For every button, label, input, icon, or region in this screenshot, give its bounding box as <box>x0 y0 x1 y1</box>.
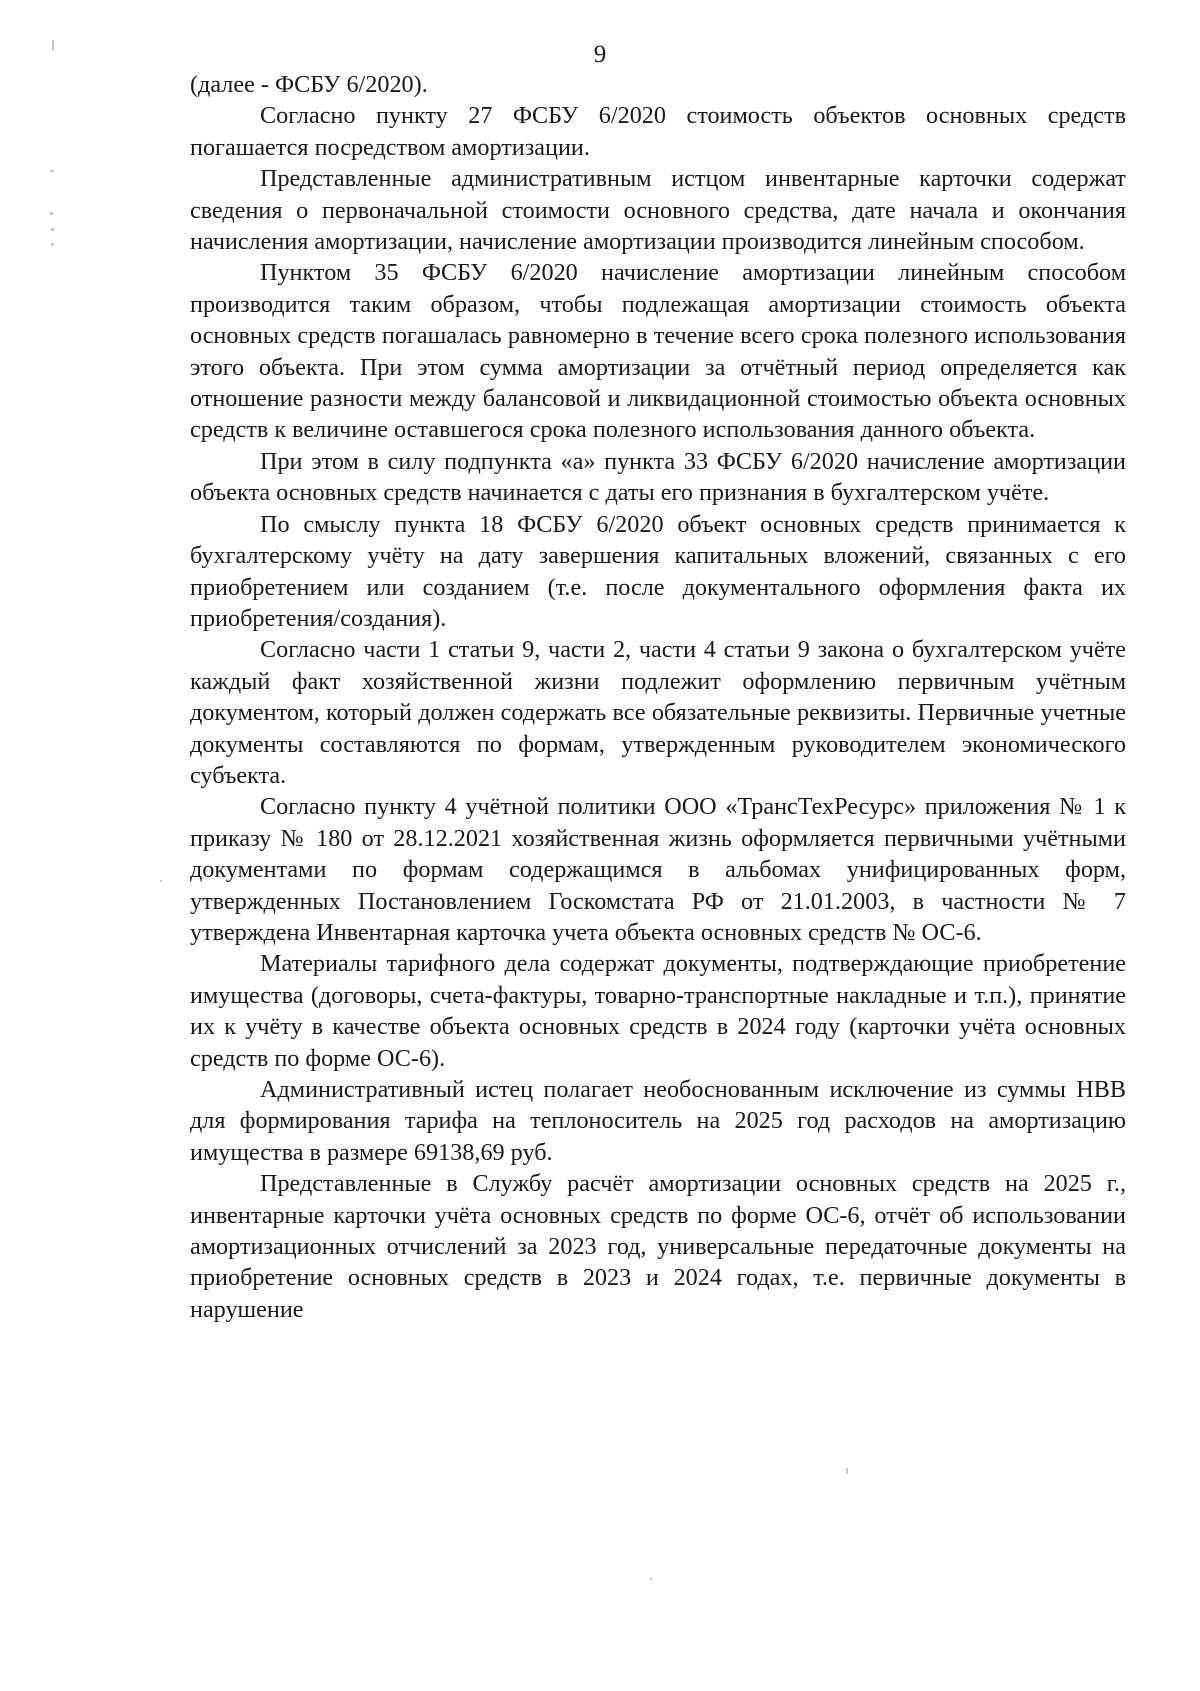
paragraph-8: Согласно пункту 4 учётной политики ООО «ТрансТехРесурс» приложения № 1 к приказу № 180 от 28.12.2021 хозяйственная жизнь оформляется первичными учётными документами по формам содержащимся в альбомах унифицированных форм, утвержденных Постановлением Госкомстата РФ от 21.01.2003, в частности № 7 утверждена Инвентарная карточка учета объекта основных средств № ОС-6. <box>190 793 1126 946</box>
page-number: 9 <box>593 41 607 68</box>
paragraph-7: Согласно части 1 статьи 9, части 2, части 4 статьи 9 закона о бухгалтерском учёте каждый факт хозяйственной жизни подлежит оформлению первичным учётным документом, который должен содержать все обязательные реквизиты. Первичные учетные документы составляются по формам, утвержденным руководителем экономического субъекта. <box>190 636 1126 789</box>
paragraph-5: При этом в силу подпункта «а» пункта 33 ФСБУ 6/2020 начисление амортизации объекта основных средств начинается с даты его признания в бухгалтерском учёте. <box>190 447 1126 507</box>
paragraph-6: По смыслу пункта 18 ФСБУ 6/2020 объект основных средств принимается к бухгалтерскому учёту на дату завершения капитальных вложений, связанных с его приобретением или созданием (т.е. после документального оформления факта их приобретения/создания). <box>190 510 1126 632</box>
paragraph-10: Административный истец полагает необоснованным исключение из суммы НВВ для формирования тарифа на теплоноситель на 2025 год расходов на амортизацию имущества в размере 69138,69 руб. <box>190 1076 1126 1166</box>
scan-speck <box>50 212 53 215</box>
paragraph-2: Согласно пункту 27 ФСБУ 6/2020 стоимость объектов основных средств погашается посредством амортизации. <box>190 102 1126 161</box>
scan-speck <box>51 228 54 231</box>
paragraph-1: (далее - ФСБУ 6/2020). <box>190 71 428 98</box>
scan-speck <box>51 243 54 246</box>
scan-speck <box>50 170 54 172</box>
paragraph-11: Представленные в Службу расчёт амортизации основных средств на 2025 г., инвентарные карточки учёта основных средств по форме ОС-6, отчёт об использовании амортизационных отчислений за 2023 год, универсальные передаточные документы на приобретение основных средств в 2023 и 2024 годах, т.е. первичные документы в нарушение <box>190 1170 1126 1323</box>
scan-speck <box>160 880 162 882</box>
scan-speck <box>846 1468 848 1474</box>
paragraph-4: Пунктом 35 ФСБУ 6/2020 начисление амортизации линейным способом производится таким образом, чтобы подлежащая амортизации стоимость объекта основных средств погашалась равномерно в течение всего срока полезного использования этого объекта. При этом сумма амортизации за отчётный период определяется как отношение разности между балансовой и ликвидационной стоимостью объекта основных средств к величине оставшегося срока полезного использования данного объекта. <box>190 259 1126 444</box>
scan-speck <box>52 40 54 50</box>
paragraph-9: Материалы тарифного дела содержат документы, подтверждающие приобретение имущества (договоры, счета-фактуры, товарно-транспортные накладные и т.п.), принятие их к учёту в качестве объекта основных средств в 2024 году (карточки учёта основных средств по форме ОС-6). <box>190 950 1126 1072</box>
scan-speck <box>650 1578 652 1580</box>
body-text <box>190 69 1126 1325</box>
paragraph-3: Представленные административным истцом инвентарные карточки содержат сведения о первоначальной стоимости основного средства, дате начала и окончания начисления амортизации, начисление амортизации производится линейным способом. <box>190 165 1126 256</box>
